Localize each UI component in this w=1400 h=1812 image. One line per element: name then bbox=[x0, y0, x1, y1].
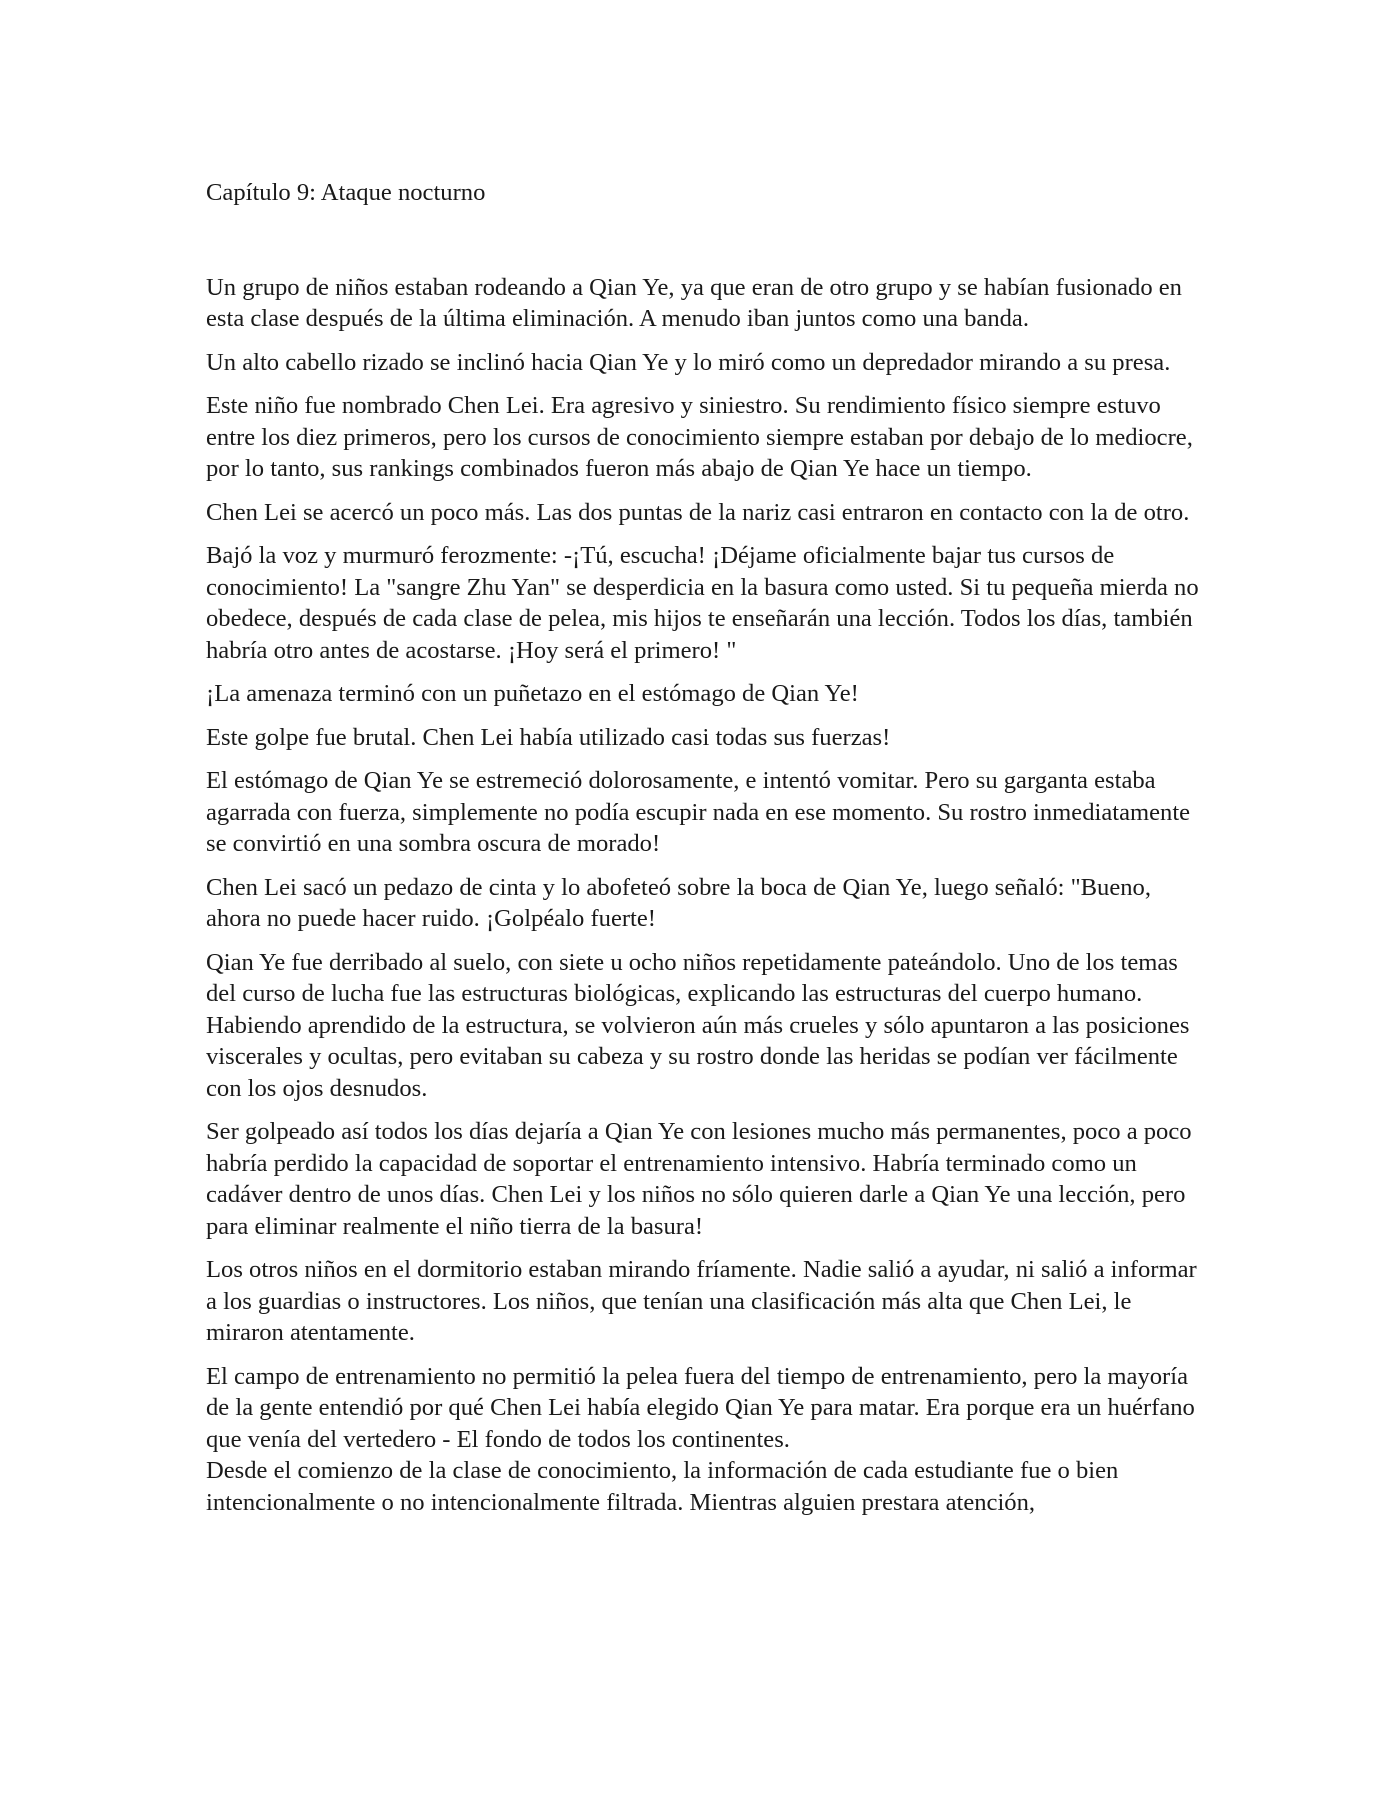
paragraph-10: Qian Ye fue derribado al suelo, con siete u ocho niños repetidamente pateándolo. Uno de los temas del curso de lucha fue las estructuras biológicas, explicando las estructuras del cuerpo humano. Habiendo aprendido de la estructura, se volvieron aún más crueles y sólo apuntaron a las posiciones viscerales y ocultas, pero evitaban su cabeza y su rostro donde las heridas se podían ver fácilmente con los ojos desnudos. bbox=[206, 948, 1190, 1102]
paragraph-14: Desde el comienzo de la clase de conocimiento, la información de cada estudiante fue o bien intencionalmente o no intencionalmente filtrada. Mientras alguien prestara atención, bbox=[206, 1457, 1119, 1516]
paragraph-4: Chen Lei se acercó un poco más. Las dos puntas de la nariz casi entraron en contacto con la de otro. bbox=[206, 498, 1190, 526]
paragraph-6: ¡La amenaza terminó con un puñetazo en el estómago de Qian Ye! bbox=[206, 680, 859, 707]
paragraph-12: Los otros niños en el dormitorio estaban mirando fríamente. Nadie salió a ayudar, ni salió a informar a los guardias o instructores. Los niños, que tenían una clasificación más alta que Chen Lei, le miraron atentamente. bbox=[206, 1256, 1197, 1346]
paragraph-2: Un alto cabello rizado se inclinó hacia Qian Ye y lo miró como un depredador mirando a su presa. bbox=[206, 348, 1171, 376]
paragraph-11: Ser golpeado así todos los días dejaría a Qian Ye con lesiones mucho más permanentes, poco a poco habría perdido la capacidad de soportar el entrenamiento intensivo. Habría terminado como un cadáver dentro de unos días. Chen Lei y los niños no sólo quieren darle a Qian Ye una lección, pero para eliminar realmente el niño tierra de la basura! bbox=[206, 1118, 1192, 1240]
paragraph-13: El campo de entrenamiento no permitió la pelea fuera del tiempo de entrenamiento, pero la mayoría de la gente entendió por qué Chen Lei había elegido Qian Ye para matar. Era porque era un huérfano que venía del vertedero - El fondo de todos los continentes. bbox=[206, 1362, 1195, 1453]
paragraph-1: Un grupo de niños estaban rodeando a Qian Ye, ya que eran de otro grupo y se habían fusionado en esta clase después de la última eliminación. A menudo iban juntos como una banda. bbox=[206, 273, 1182, 332]
paragraph-7: Este golpe fue brutal. Chen Lei había utilizado casi todas sus fuerzas! bbox=[206, 723, 891, 751]
chapter-title: Capítulo 9: Ataque nocturno bbox=[206, 179, 486, 206]
paragraph-8: El estómago de Qian Ye se estremeció dolorosamente, e intentó vomitar. Pero su garganta estaba agarrada con fuerza, simplemente no podía escupir nada en ese momento. Su rostro inmediatamente se convirtió en una sombra oscura de morado! bbox=[206, 767, 1191, 857]
document-body bbox=[206, 170, 1206, 1530]
paragraph-5: Bajó la voz y murmuró ferozmente: -¡Tú, escucha! ¡Déjame oficialmente bajar tus cursos de conocimiento! La "sangre Zhu Yan" se desperdicia en la basura como usted. Si tu pequeña mierda no obedece, después de cada clase de pelea, mis hijos te enseñarán una lección. Todos los días, también habría otro antes de acostarse. ¡Hoy será el primero! " bbox=[206, 542, 1199, 664]
paragraph-9: Chen Lei sacó un pedazo de cinta y lo abofeteó sobre la boca de Qian Ye, luego señaló: "Bueno, ahora no puede hacer ruido. ¡Golpéalo fuerte! bbox=[206, 873, 1151, 932]
paragraph-3: Este niño fue nombrado Chen Lei. Era agresivo y siniestro. Su rendimiento físico siempre estuvo entre los diez primeros, pero los cursos de conocimiento siempre estaban por debajo de lo mediocre, por lo tanto, sus rankings combinados fueron más abajo de Qian Ye hace un tiempo. bbox=[206, 392, 1193, 482]
